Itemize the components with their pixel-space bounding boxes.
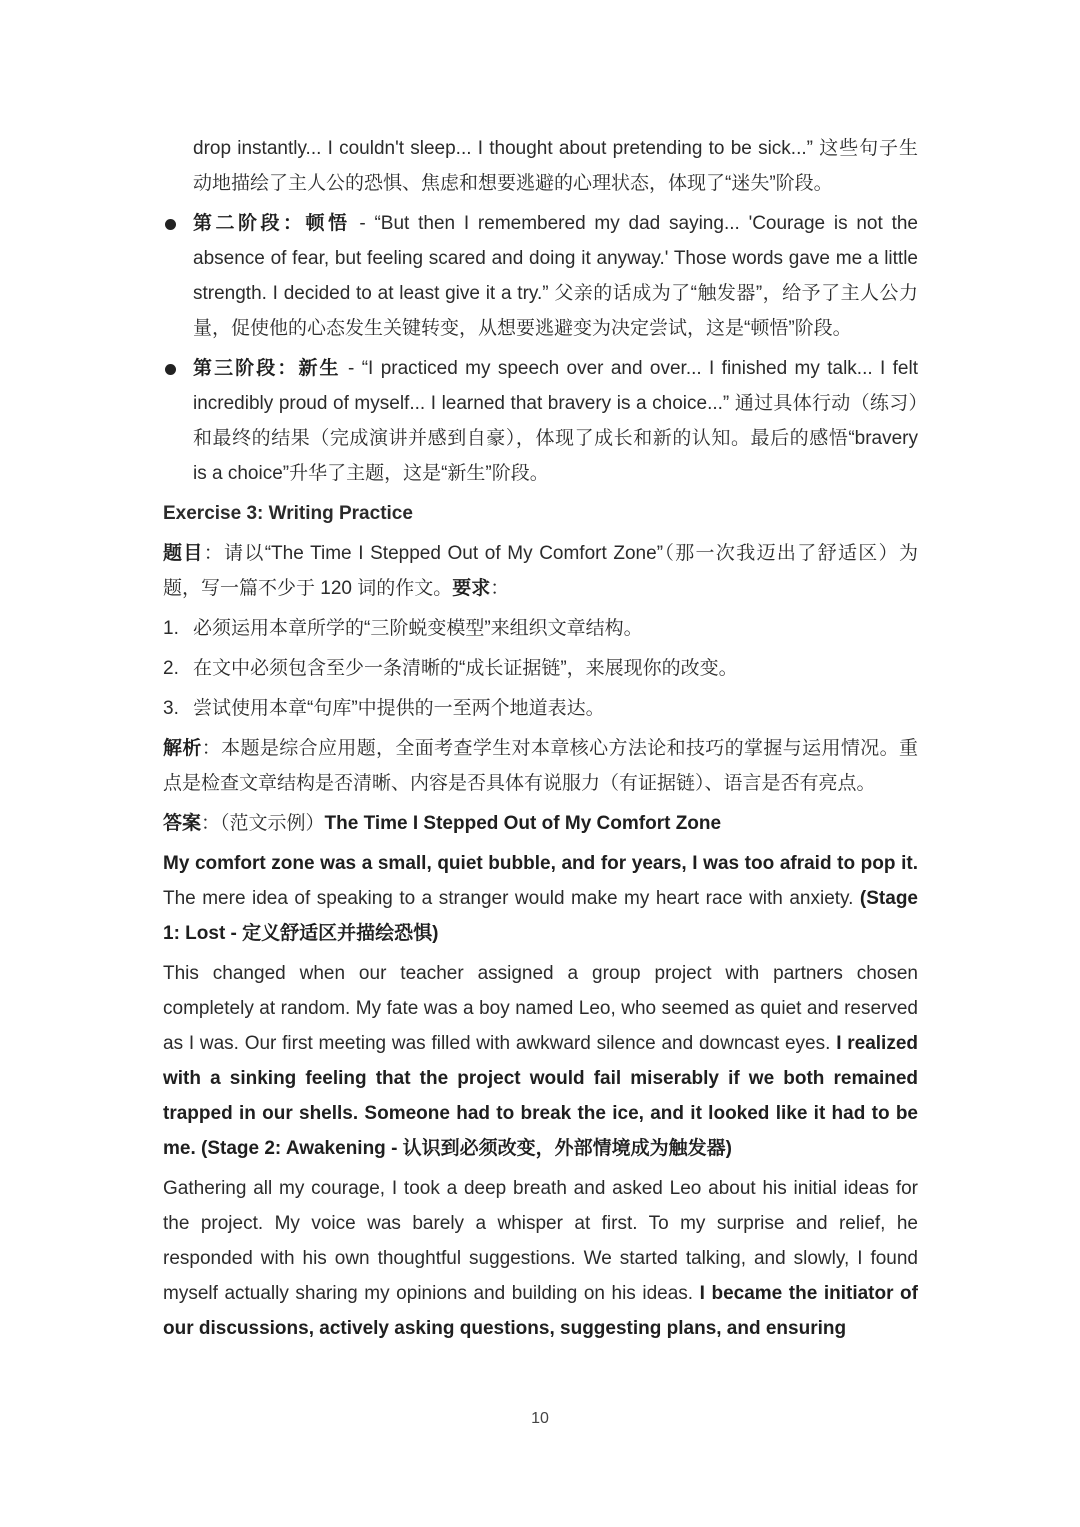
requirements-colon: ：	[490, 578, 510, 599]
essay-paragraph-2	[163, 956, 918, 1166]
analysis-paragraph	[163, 731, 918, 801]
essay-p1-stage: (Stage 1: Lost - 定义舒适区并描绘恐惧)	[163, 888, 918, 944]
essay-paragraph-1	[163, 846, 918, 951]
requirement-text: 必须运用本章所学的“三阶蜕变模型”来组织文章结构。	[193, 618, 643, 639]
requirement-number: 1.	[163, 618, 179, 639]
bullet-icon	[165, 364, 176, 375]
essay-p2-text: This changed when our teacher assigned a group project with partners chosen completely at random. My fate was a boy named Leo, who seemed as quiet and reserved as I was. Our first meeting was filled with awkward silence and downcast eyes.	[163, 963, 918, 1054]
answer-label: 答案	[163, 813, 202, 834]
essay-paragraph-3	[163, 1171, 918, 1346]
bullet-icon	[165, 219, 176, 230]
analysis-label: 解析	[163, 738, 202, 759]
topic-label: 题目	[163, 543, 204, 564]
analysis-text: ：本题是综合应用题，全面考查学生对本章核心方法论和技巧的掌握与运用情况。重点是检查文章结构是否清晰、内容是否具体有说服力（有证据链）、语言是否有亮点。	[163, 738, 918, 794]
stage-item-awakening	[163, 206, 918, 346]
stage-label: 第三阶段：新生	[193, 358, 341, 379]
page-number: 10	[531, 1410, 549, 1427]
answer-prefix: ：（范文示例）	[201, 813, 325, 834]
requirement-number: 3.	[163, 698, 179, 719]
essay-title: The Time I Stepped Out of My Comfort Zone	[324, 813, 722, 834]
topic-text: ：请以“The Time I Stepped Out of My Comfort Zone”（那一次我迈出了舒适区）为题，写一篇不少于 120 词的作文。	[163, 543, 918, 599]
essay-p1-bold: My comfort zone was a small, quiet bubble, and for years, I was too afraid to pop it.	[163, 853, 918, 874]
stage-text: - “But then I remembered my dad saying... 'Courage is not the absence of fear, but feeling scared and doing it anyway.' Those words gave me a little strength. I decided to at least give it a try.” 父亲的话成为了“触发器”，给予了主人公力量，促使他的心态发生关键转变，从想要逃避变为决定尝试，这是“顿悟”阶段。	[193, 213, 918, 339]
requirement-number: 2.	[163, 658, 179, 679]
essay-p3-bold: I became the initiator of our discussions, actively asking questions, suggesting plans, and ensuring	[163, 1283, 918, 1339]
exercise-title: Exercise 3: Writing Practice	[163, 503, 413, 524]
essay-p1-text: The mere idea of speaking to a stranger would make my heart race with anxiety.	[163, 888, 860, 909]
requirement-text: 尝试使用本章“句库”中提供的一至两个地道表达。	[193, 698, 605, 719]
document-page	[163, 131, 918, 1346]
requirement-item	[163, 611, 918, 646]
requirements-label: 要求	[452, 578, 491, 599]
answer-line	[163, 806, 918, 841]
requirement-text: 在文中必须包含至少一条清晰的“成长证据链”，来展现你的改变。	[193, 658, 738, 679]
requirement-item	[163, 651, 918, 686]
stage-text: - “I practiced my speech over and over... I finished my talk... I felt incredibly proud of myself... I learned that bravery is a choice...” 通过具体行动（练习）和最终的结果（完成演讲并感到自豪），体现了成长和新的认知。最后的感悟“bravery is a choice”升华了主题，这是“新生”阶段。	[193, 358, 918, 484]
topic-paragraph	[163, 536, 918, 606]
stage-label: 第二阶段：顿悟	[193, 213, 351, 234]
essay-p3-text: Gathering all my courage, I took a deep breath and asked Leo about his initial ideas for the project. My voice was barely a whisper at first. To my surprise and relief, he responded with his own thoughtful suggestions. We started talking, and slowly, I found myself actually sharing my opinions and building on his ideas.	[163, 1178, 918, 1304]
stage-item-rebirth	[163, 351, 918, 491]
requirement-item	[163, 691, 918, 726]
essay-p2-bold: I realized with a sinking feeling that the project would fail miserably if we both remained trapped in our shells. Someone had to break the ice, and it looked like it had to be me. (Stage 2: Awakening - 认识到必须改变，外部情境成为触发器)	[163, 1033, 918, 1159]
intro-paragraph: drop instantly... I couldn't sleep... I thought about pretending to be sick...” 这些句子生动地描绘了主人公的恐惧、焦虑和想要逃避的心理状态，体现了“迷失”阶段。	[193, 138, 918, 194]
